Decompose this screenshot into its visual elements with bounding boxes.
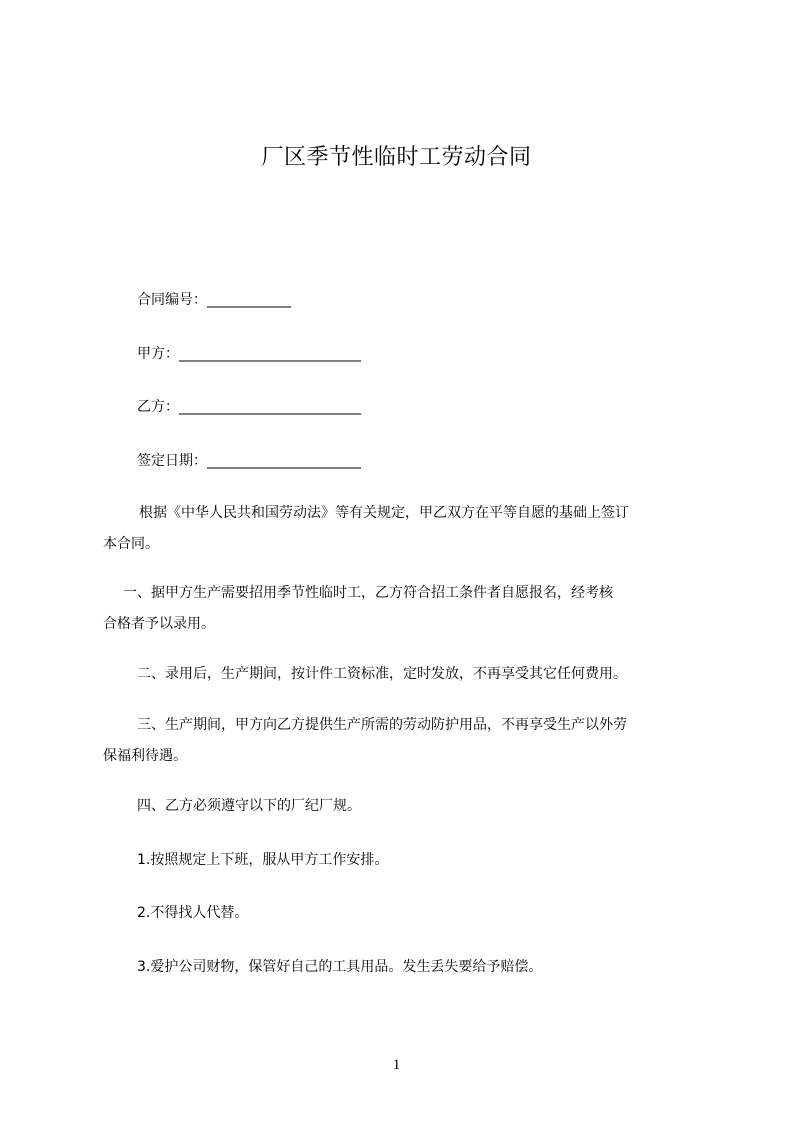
party-a-field [137, 343, 361, 365]
clause-1-paragraph [103, 578, 703, 640]
sign-date-blank: ______________________ [207, 453, 361, 469]
rule-2-paragraph [103, 898, 703, 929]
contract-number-label: 合同编号： [137, 292, 207, 308]
party-a-label: 甲方： [137, 346, 179, 362]
intro-line-2: 本合同。 [103, 536, 159, 552]
clause-2-paragraph [103, 659, 703, 690]
clause-3-line-2: 保福利待遇。 [103, 748, 187, 764]
clause-4-line: 四、乙方必须遵守以下的厂纪厂规。 [137, 798, 361, 814]
document-title: 厂区季节性临时工劳动合同 [261, 145, 532, 170]
intro-line-1: 根据《中华人民共和国劳动法》等有关规定，甲乙双方在平等自愿的基础上签订 [139, 505, 629, 521]
contract-number-blank: ____________ [207, 292, 291, 308]
rule-1-paragraph [103, 845, 703, 876]
intro-paragraph [103, 498, 703, 560]
clause-4-paragraph [103, 791, 703, 822]
rule-2-line: 2.不得找人代替。 [137, 905, 249, 921]
rule-1-line: 1.按照规定上下班，服从甲方工作安排。 [137, 852, 389, 868]
sign-date-label: 签定日期： [137, 453, 207, 469]
party-a-blank: __________________________ [179, 346, 361, 362]
party-b-label: 乙方： [137, 399, 179, 415]
clause-3-line-1: 三、生产期间，甲方向乙方提供生产所需的劳动防护用品，不再享受生产以外劳 [137, 717, 627, 733]
clause-2-line: 二、录用后，生产期间，按计件工资标准，定时发放，不再享受其它任何费用。 [137, 666, 627, 682]
sign-date-field [137, 450, 361, 472]
page-number: 1 [392, 1057, 401, 1073]
clause-1-line-1: 一、据甲方生产需要招用季节性临时工，乙方符合招工条件者自愿报名，经考核 [123, 585, 613, 601]
contract-number-field [137, 289, 291, 311]
rule-3-line: 3.爱护公司财物，保管好自己的工具用品。发生丢失要给予赔偿。 [137, 959, 543, 975]
clause-1-line-2: 合格者予以录用。 [103, 616, 215, 632]
party-b-blank: __________________________ [179, 399, 361, 415]
rule-3-paragraph [103, 952, 703, 983]
party-b-field [137, 396, 361, 418]
clause-3-paragraph [103, 710, 703, 772]
